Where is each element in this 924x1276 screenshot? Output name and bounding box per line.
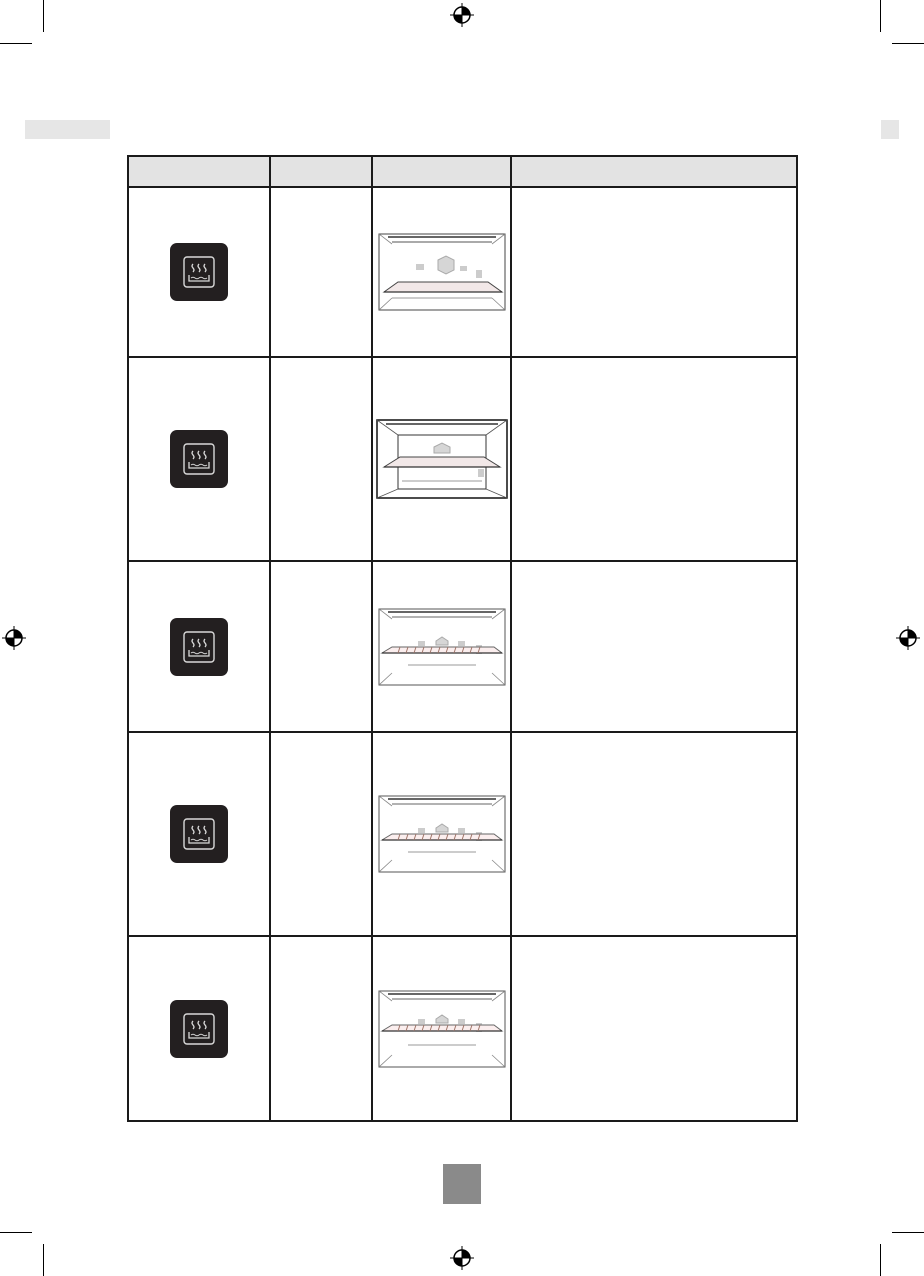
table-row	[128, 357, 797, 561]
page-number-box	[443, 1164, 481, 1204]
table-header-cell	[511, 156, 797, 187]
table-cell	[270, 936, 372, 1121]
oven-rack-diagram-icon	[378, 989, 506, 1069]
crop-mark	[43, 0, 44, 32]
crop-mark	[880, 1244, 881, 1276]
crop-mark	[43, 1244, 44, 1276]
oven-rack-diagram-icon	[378, 794, 506, 874]
description-cell	[511, 561, 797, 732]
registration-mark-icon	[450, 1246, 474, 1270]
steam-icon	[170, 1000, 228, 1058]
table-row	[128, 561, 797, 732]
crop-mark	[0, 1232, 32, 1233]
table-row	[128, 936, 797, 1121]
oven-diagram-cell	[372, 187, 511, 357]
table-header-row	[128, 156, 797, 187]
header-left-bar	[25, 120, 110, 139]
oven-diagram-cell	[372, 732, 511, 936]
table-cell	[270, 357, 372, 561]
oven-diagram-cell	[372, 936, 511, 1121]
crop-mark	[880, 0, 881, 32]
table-header-cell	[128, 156, 270, 187]
oven-tray-diagram-icon	[378, 232, 506, 312]
registration-mark-icon	[2, 626, 26, 650]
icon-cell	[128, 561, 270, 732]
registration-mark-icon	[896, 626, 920, 650]
registration-mark-icon	[450, 3, 474, 27]
oven-diagram-cell	[372, 357, 511, 561]
table-header-cell	[270, 156, 372, 187]
crop-mark	[892, 43, 924, 44]
table-cell	[270, 561, 372, 732]
crop-mark	[892, 1232, 924, 1233]
icon-cell	[128, 357, 270, 561]
table-header-cell	[372, 156, 511, 187]
steam-cooking-table	[127, 155, 798, 1122]
table-row	[128, 732, 797, 936]
oven-rack-diagram-icon	[378, 607, 506, 687]
description-cell	[511, 936, 797, 1121]
steam-icon	[170, 243, 228, 301]
description-cell	[511, 732, 797, 936]
description-cell	[511, 357, 797, 561]
header-right-bar	[881, 120, 899, 139]
icon-cell	[128, 732, 270, 936]
oven-diagram-cell	[372, 561, 511, 732]
oven-tray-diagram-icon	[376, 419, 508, 499]
icon-cell	[128, 936, 270, 1121]
table-row	[128, 187, 797, 357]
description-cell	[511, 187, 797, 357]
steam-icon	[170, 430, 228, 488]
steam-icon	[170, 805, 228, 863]
table-cell	[270, 187, 372, 357]
crop-mark	[0, 43, 32, 44]
table-cell	[270, 732, 372, 936]
steam-icon	[170, 618, 228, 676]
icon-cell	[128, 187, 270, 357]
